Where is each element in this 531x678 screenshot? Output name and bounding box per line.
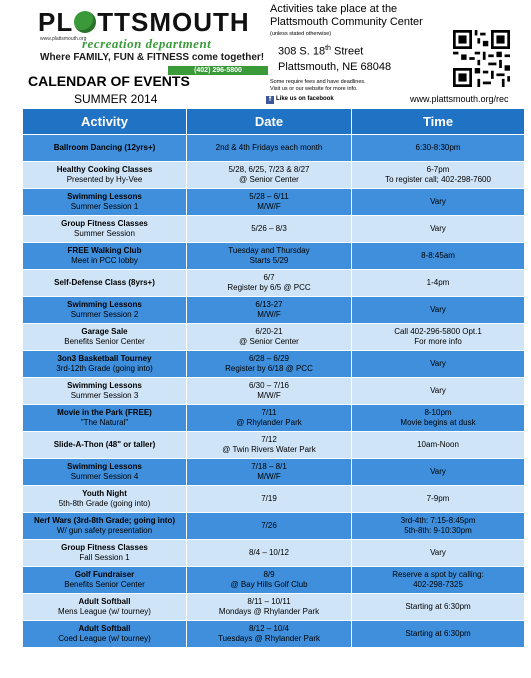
- activity-line: FREE Walking Club: [67, 246, 142, 255]
- activity-line: Coed League (w/ tourney): [58, 634, 151, 643]
- date-line: 6/28 – 6/29: [248, 354, 290, 363]
- location-line-2: Plattsmouth Community Center: [270, 16, 423, 28]
- date-line: 7/19: [261, 494, 277, 503]
- column-header-time: Time: [352, 109, 525, 135]
- fees-note-1: Some require fees and have deadlines.: [270, 79, 366, 85]
- time-cell: [352, 243, 525, 270]
- table-row: [23, 216, 525, 243]
- address-street: [278, 45, 363, 58]
- activity-cell: [23, 189, 187, 216]
- time-line: 3rd-4th: 7:15-8:45pm: [400, 516, 476, 525]
- activity-line: Benefits Senior Center: [64, 580, 145, 589]
- time-line: To register call; 402-298-7600: [385, 175, 491, 184]
- activity-cell: [23, 162, 187, 189]
- date-cell: [187, 594, 352, 621]
- date-cell: [187, 243, 352, 270]
- time-cell: [352, 459, 525, 486]
- date-line: @ Bay Hills Golf Club: [230, 580, 308, 589]
- activity-line: Summer Session: [74, 229, 135, 238]
- activity-line: Summer Session 1: [70, 202, 139, 211]
- table-row: [23, 405, 525, 432]
- date-line: 7/18 – 8/1: [251, 462, 287, 471]
- activity-line: Swimming Lessons: [67, 192, 142, 201]
- table-row: [23, 135, 525, 162]
- activity-cell: [23, 297, 187, 324]
- qr-code-icon: [453, 30, 510, 87]
- date-line: 5/28, 6/25, 7/23 & 8/27: [228, 165, 310, 174]
- location-note: (unless stated otherwise): [270, 31, 332, 37]
- time-line: 6-7pm: [426, 165, 450, 174]
- ball-icon: [74, 11, 96, 33]
- time-line: 6:30-8:30pm: [415, 143, 461, 152]
- website-url[interactable]: www.plattsmouth.org/rec: [410, 94, 509, 104]
- time-line: Movie begins at dusk: [400, 418, 476, 427]
- activity-line: Healthy Cooking Classes: [56, 165, 153, 174]
- time-cell: [352, 432, 525, 459]
- activity-cell: [23, 540, 187, 567]
- activity-cell: [23, 594, 187, 621]
- time-cell: [352, 378, 525, 405]
- time-cell: [352, 567, 525, 594]
- table-header-row: [23, 109, 525, 135]
- activity-cell: [23, 270, 187, 297]
- date-cell: [187, 351, 352, 378]
- date-line: 6/13-27: [255, 300, 283, 309]
- date-line: @ Rhylander Park: [236, 418, 302, 427]
- date-line: 7/11: [261, 408, 277, 417]
- date-line: 6/20-21: [255, 327, 283, 336]
- activity-cell: [23, 243, 187, 270]
- date-line: 6/30 – 7/16: [248, 381, 290, 390]
- date-line: 8/9: [263, 570, 275, 579]
- time-line: Vary: [430, 359, 446, 368]
- activity-cell: [23, 621, 187, 648]
- activity-line: W/ gun safety presentation: [56, 526, 153, 535]
- activity-line: Adult Softball: [78, 597, 131, 606]
- activity-line: Summer Session 3: [70, 391, 139, 400]
- date-line: 7/26: [261, 521, 277, 530]
- date-cell: [187, 513, 352, 540]
- time-line: 402-298-7325: [413, 580, 463, 589]
- table-row: [23, 540, 525, 567]
- table-row: [23, 324, 525, 351]
- activity-line: Group Fitness Classes: [61, 543, 148, 552]
- date-cell: [187, 432, 352, 459]
- address-street-name: Street: [330, 45, 364, 58]
- activity-cell: [23, 486, 187, 513]
- table-row: [23, 594, 525, 621]
- time-line: For more info: [414, 337, 462, 346]
- time-line: Reserve a spot by calling:: [392, 570, 484, 579]
- activity-cell: [23, 324, 187, 351]
- time-cell: [352, 486, 525, 513]
- date-cell: [187, 216, 352, 243]
- time-line: Starting at 6:30pm: [405, 629, 471, 638]
- time-cell: [352, 297, 525, 324]
- activity-line: Adult Softball: [78, 624, 131, 633]
- column-header-date: Date: [187, 109, 352, 135]
- plattsmouth-logo: [38, 7, 265, 74]
- activity-cell: [23, 135, 187, 162]
- activity-cell: [23, 432, 187, 459]
- date-line: 8/12 – 10/4: [248, 624, 290, 633]
- activity-line: Self-Defense Class (8yrs+): [54, 278, 155, 287]
- logo-subtitle: recreation department: [82, 36, 212, 51]
- activity-line: "The Natural": [80, 418, 129, 427]
- column-header-activity: Activity: [23, 109, 187, 135]
- time-cell: [352, 324, 525, 351]
- logo-wordmark: [38, 8, 250, 36]
- table-row: [23, 189, 525, 216]
- date-line: M/W/F: [257, 202, 281, 211]
- table-row: [23, 486, 525, 513]
- time-line: 10am-Noon: [417, 440, 459, 449]
- activity-cell: [23, 459, 187, 486]
- date-cell: [187, 135, 352, 162]
- date-line: 2nd & 4th Fridays each month: [215, 143, 323, 152]
- activity-cell: [23, 378, 187, 405]
- table-row: [23, 432, 525, 459]
- activity-line: Fall Session 1: [79, 553, 130, 562]
- fees-note-2: Visit us or our website for more info.: [270, 86, 358, 92]
- date-line: Tuesday and Thursday: [228, 246, 310, 255]
- table-row: [23, 297, 525, 324]
- date-cell: [187, 378, 352, 405]
- date-cell: [187, 567, 352, 594]
- date-line: Starts 5/29: [249, 256, 289, 265]
- activity-line: Group Fitness Classes: [61, 219, 148, 228]
- activity-line: 3on3 Basketball Tourney: [57, 354, 152, 363]
- activity-line: Summer Session 4: [70, 472, 139, 481]
- date-line: @ Twin Rivers Water Park: [222, 445, 316, 454]
- activity-cell: [23, 216, 187, 243]
- date-cell: [187, 297, 352, 324]
- date-cell: [187, 621, 352, 648]
- time-cell: [352, 270, 525, 297]
- time-cell: [352, 594, 525, 621]
- date-line: @ Senior Center: [239, 337, 299, 346]
- date-cell: [187, 540, 352, 567]
- activity-line: Swimming Lessons: [67, 462, 142, 471]
- time-line: Starting at 6:30pm: [405, 602, 471, 611]
- time-line: 5th-8th: 9-10:30pm: [404, 526, 472, 535]
- time-cell: [352, 351, 525, 378]
- activity-line: Mens League (w/ tourney): [58, 607, 151, 616]
- time-line: 1-4pm: [426, 278, 450, 287]
- events-table-wrapper: [22, 108, 524, 678]
- date-line: @ Senior Center: [239, 175, 299, 184]
- activity-line: Swimming Lessons: [67, 381, 142, 390]
- location-line-1: Activities take place at the: [270, 3, 398, 15]
- facebook-link[interactable]: [266, 96, 334, 104]
- address-city: Plattsmouth, NE 68048: [278, 61, 392, 73]
- activity-line: Movie in the Park (FREE): [57, 408, 152, 417]
- logo-phone: (402) 296-5800: [168, 66, 268, 75]
- date-cell: [187, 486, 352, 513]
- page-header: [0, 0, 531, 108]
- activity-cell: [23, 405, 187, 432]
- time-line: Vary: [430, 197, 446, 206]
- time-line: 8-10pm: [424, 408, 452, 417]
- date-line: Mondays @ Rhylander Park: [218, 607, 320, 616]
- time-line: 7-9pm: [426, 494, 450, 503]
- time-line: Vary: [430, 467, 446, 476]
- activity-line: Garage Sale: [81, 327, 128, 336]
- activity-line: Golf Fundraiser: [74, 570, 135, 579]
- date-line: M/W/F: [257, 391, 281, 400]
- time-cell: [352, 513, 525, 540]
- time-cell: [352, 621, 525, 648]
- date-cell: [187, 324, 352, 351]
- activity-line: Slide-A-Thon (48" or taller): [53, 440, 156, 449]
- time-line: Vary: [430, 305, 446, 314]
- activity-cell: [23, 567, 187, 594]
- activity-line: Meet in PCC lobby: [71, 256, 138, 265]
- table-row: [23, 567, 525, 594]
- date-line: 5/28 – 6/11: [249, 192, 289, 201]
- address-street-number: 308 S. 18: [278, 45, 326, 58]
- date-line: 8/11 – 10/11: [247, 597, 291, 606]
- table-row: [23, 270, 525, 297]
- date-cell: [187, 405, 352, 432]
- table-row: [23, 513, 525, 540]
- date-cell: [187, 459, 352, 486]
- date-line: Register by 6/18 @ PCC: [225, 364, 313, 373]
- activity-line: Ballroom Dancing (12yrs+): [53, 143, 156, 152]
- address-street-suffix: th: [325, 45, 331, 52]
- activity-line: Benefits Senior Center: [64, 337, 145, 346]
- season-subtitle: SUMMER 2014: [74, 92, 158, 106]
- date-line: Tuesdays @ Rhylander Park: [217, 634, 321, 643]
- logo-website: www.plattsmouth.org: [40, 36, 87, 42]
- date-cell: [187, 270, 352, 297]
- activity-line: Nerf Wars (3rd-8th Grade; going into): [33, 516, 176, 525]
- logo-text-start: PL: [38, 7, 74, 37]
- date-line: 7/12: [261, 435, 277, 444]
- events-table: [22, 108, 525, 648]
- date-line: Register by 6/5 @ PCC: [227, 283, 311, 292]
- time-line: Vary: [430, 386, 446, 395]
- table-row: [23, 621, 525, 648]
- date-cell: [187, 189, 352, 216]
- facebook-icon: f: [266, 96, 274, 104]
- time-cell: [352, 135, 525, 162]
- activity-line: Swimming Lessons: [67, 300, 142, 309]
- time-line: Vary: [430, 224, 446, 233]
- date-line: 8/4 – 10/12: [248, 548, 290, 557]
- activity-line: Youth Night: [82, 489, 127, 498]
- activity-cell: [23, 513, 187, 540]
- time-cell: [352, 189, 525, 216]
- table-row: [23, 378, 525, 405]
- tagline: Where FAMILY, FUN & FITNESS come together!: [40, 52, 265, 63]
- date-cell: [187, 162, 352, 189]
- time-line: 8-8:45am: [421, 251, 455, 260]
- time-cell: [352, 405, 525, 432]
- time-cell: [352, 540, 525, 567]
- date-line: M/W/F: [257, 472, 281, 481]
- table-row: [23, 162, 525, 189]
- date-line: M/W/F: [257, 310, 281, 319]
- time-cell: [352, 216, 525, 243]
- time-cell: [352, 162, 525, 189]
- activity-line: 5th-8th Grade (going into): [58, 499, 151, 508]
- logo-text-end: TTSMOUTH: [97, 7, 250, 37]
- time-line: Vary: [430, 548, 446, 557]
- activity-line: Presented by Hy-Vee: [66, 175, 143, 184]
- date-line: 6/7: [263, 273, 275, 282]
- activity-line: Summer Session 2: [70, 310, 139, 319]
- table-row: [23, 459, 525, 486]
- table-row: [23, 351, 525, 378]
- facebook-label: Like us on facebook: [276, 96, 334, 102]
- activity-cell: [23, 351, 187, 378]
- date-line: 5/26 – 8/3: [251, 224, 287, 233]
- table-row: [23, 243, 525, 270]
- activity-line: 3rd-12th Grade (going into): [56, 364, 153, 373]
- time-line: Call 402-296-5800 Opt.1: [394, 327, 482, 336]
- page-title: CALENDAR OF EVENTS: [28, 73, 190, 89]
